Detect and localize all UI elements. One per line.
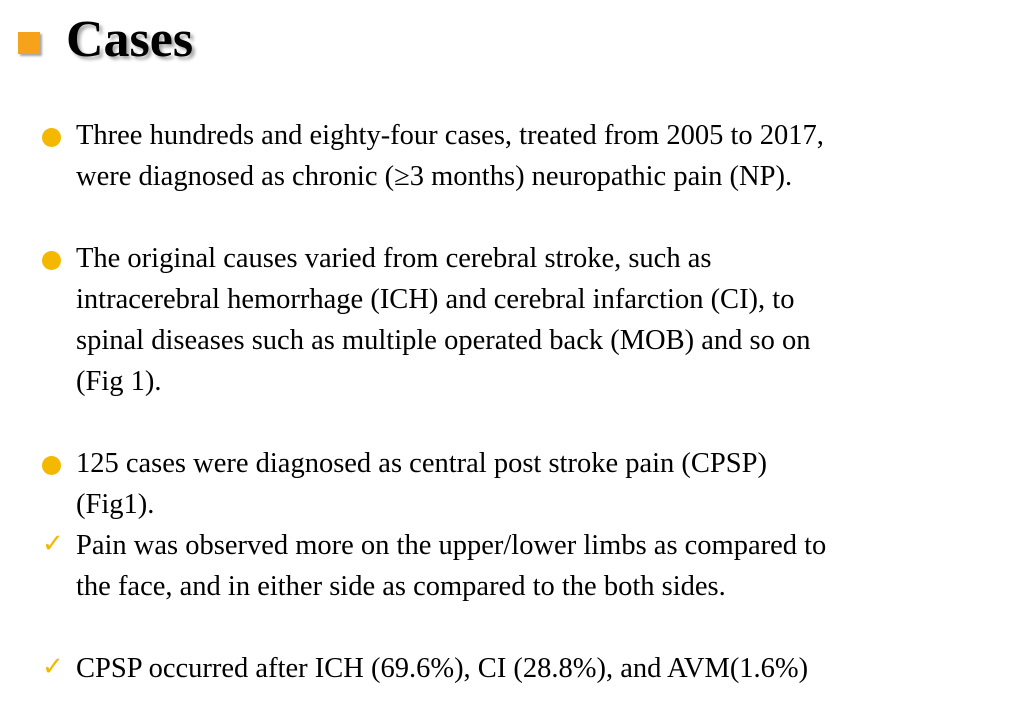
text-line: CPSP occurred after ICH (69.6%), CI (28.8%), and AVM(1.6%) xyxy=(76,653,809,684)
text-line: intracerebral hemorrhage (ICH) and cerebral infarction (CI), to xyxy=(76,284,795,315)
dot-icon xyxy=(42,251,61,270)
text-line: (Fig 1). xyxy=(76,366,162,397)
list-item-text xyxy=(76,443,1006,525)
check-icon: ✓ xyxy=(42,529,64,559)
list-item-text xyxy=(76,525,1006,607)
text-line: Pain was observed more on the upper/lower limbs as compared to xyxy=(76,530,827,561)
list-item-text xyxy=(76,115,1006,197)
dot-icon xyxy=(42,128,61,147)
dot-icon xyxy=(42,456,61,475)
text-line: 125 cases were diagnosed as central post stroke pain (CPSP) xyxy=(76,448,767,479)
text-line: (Fig1). xyxy=(76,489,155,520)
slide-title: Cases xyxy=(66,11,194,68)
list-item-text xyxy=(76,648,1006,689)
text-line: were diagnosed as chronic (≥3 months) neuropathic pain (NP). xyxy=(76,161,793,192)
square-bullet-icon xyxy=(18,32,40,54)
text-line: spinal diseases such as multiple operated back (MOB) and so on xyxy=(76,325,811,356)
text-line: The original causes varied from cerebral stroke, such as xyxy=(76,243,712,274)
text-line: the face, and in either side as compared to the both sides. xyxy=(76,571,726,602)
check-icon: ✓ xyxy=(42,652,64,682)
list-item-text xyxy=(76,238,1006,402)
text-line: Three hundreds and eighty-four cases, treated from 2005 to 2017, xyxy=(76,120,824,151)
